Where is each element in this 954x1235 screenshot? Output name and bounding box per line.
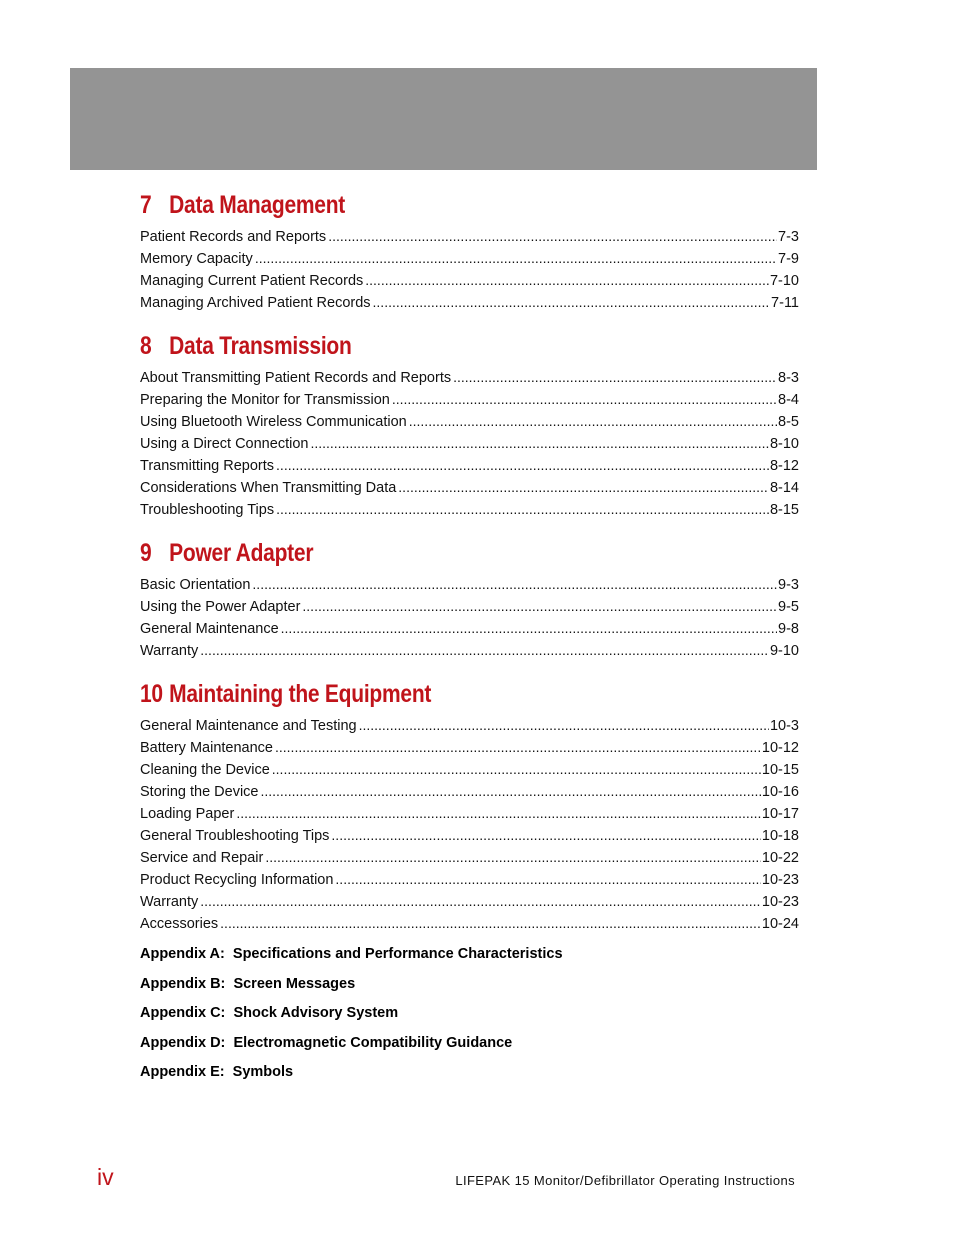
toc-entry-title: Using a Direct Connection: [140, 436, 309, 452]
toc-section: [140, 677, 799, 934]
toc-entry-title: Preparing the Monitor for Transmission: [140, 392, 390, 408]
dot-leader: [392, 388, 777, 410]
dot-leader: [310, 432, 769, 454]
toc-entry-list: [140, 714, 799, 934]
toc-entry[interactable]: [140, 595, 799, 617]
page-number: iv: [97, 1164, 114, 1190]
section-gap: [140, 313, 799, 329]
toc-entry[interactable]: [140, 269, 799, 291]
toc-entry-page: 8-14: [769, 480, 799, 496]
toc-entry-title: General Maintenance and Testing: [140, 718, 357, 734]
toc-entry[interactable]: [140, 639, 799, 661]
dot-leader: [236, 802, 761, 824]
toc-entry[interactable]: [140, 432, 799, 454]
toc-sections: [140, 188, 799, 934]
section-title: [140, 188, 694, 222]
toc-entry[interactable]: [140, 498, 799, 520]
dot-leader: [255, 247, 777, 269]
dot-leader: [331, 824, 760, 846]
section-gap: [140, 661, 799, 677]
header-bar: [70, 68, 817, 170]
dot-leader: [252, 573, 777, 595]
toc-entry-page: 7-3: [778, 229, 799, 245]
appendix-entry[interactable]: Appendix D: Electromagnetic Compatibility Guidance: [140, 1034, 513, 1051]
toc-entry[interactable]: [140, 573, 799, 595]
toc-entry-page: 10-22: [761, 850, 799, 866]
toc-entry-title: Transmitting Reports: [140, 458, 275, 474]
toc-entry[interactable]: [140, 824, 799, 846]
dot-leader: [220, 912, 761, 934]
toc-entry-page: 10-16: [761, 784, 799, 800]
appendix-list: [140, 940, 799, 1088]
toc-entry-title: Cleaning the Device: [140, 762, 270, 778]
dot-leader: [328, 225, 777, 247]
toc-entry[interactable]: [140, 868, 799, 890]
toc-section: [140, 188, 799, 313]
toc-entry-page: 10-15: [761, 762, 799, 778]
toc-entry-page: 8-12: [769, 458, 799, 474]
dot-leader: [200, 890, 761, 912]
toc-entry-page: 10-3: [769, 718, 799, 734]
toc-entry-title: Loading Paper: [140, 806, 235, 822]
toc-entry-page: 7-9: [778, 251, 799, 267]
toc-entry-page: 8-10: [769, 436, 799, 452]
toc-entry[interactable]: [140, 736, 799, 758]
toc-entry[interactable]: [140, 225, 799, 247]
section-number: 8: [140, 332, 152, 360]
dot-leader: [275, 736, 761, 758]
toc-entry-title: Using the Power Adapter: [140, 599, 301, 615]
toc-entry-title: Patient Records and Reports: [140, 229, 327, 245]
dot-leader: [373, 291, 771, 313]
toc-entry-page: 8-3: [778, 370, 799, 386]
appendix-entry[interactable]: Appendix E: Symbols: [140, 1064, 294, 1080]
toc-entry-list: [140, 366, 799, 520]
dot-leader: [281, 617, 777, 639]
section-number: 10: [140, 680, 163, 708]
toc-entry-page: 8-4: [778, 392, 799, 408]
section-number: 7: [140, 191, 152, 219]
toc-entry-list: [140, 573, 799, 661]
toc-entry[interactable]: [140, 454, 799, 476]
section-title: [140, 329, 694, 363]
appendix-entry[interactable]: Appendix C: Shock Advisory System: [140, 1005, 399, 1021]
toc-entry-page: 10-17: [761, 806, 799, 822]
toc-entry-title: Basic Orientation: [140, 577, 251, 593]
toc-entry[interactable]: [140, 410, 799, 432]
toc-entry-title: Warranty: [140, 643, 199, 659]
toc-entry[interactable]: [140, 780, 799, 802]
toc-entry-page: 9-8: [778, 621, 799, 637]
toc-entry-title: Troubleshooting Tips: [140, 502, 275, 518]
dot-leader: [200, 639, 769, 661]
toc-entry-title: Managing Current Patient Records: [140, 273, 364, 289]
toc-entry-title: Managing Archived Patient Records: [140, 295, 371, 311]
footer-document-title: LIFEPAK 15 Monitor/Defibrillator Operating Instructions: [455, 1173, 795, 1188]
toc-entry-title: Battery Maintenance: [140, 740, 273, 756]
appendix-entry[interactable]: Appendix B: Screen Messages: [140, 975, 356, 992]
toc-entry[interactable]: [140, 617, 799, 639]
toc-entry-title: About Transmitting Patient Records and Reports: [140, 370, 452, 386]
toc-entry-title: Storing the Device: [140, 784, 259, 800]
toc-entry-page: 8-15: [769, 502, 799, 518]
dot-leader: [409, 410, 777, 432]
toc-entry-page: 9-5: [778, 599, 799, 615]
toc-entry[interactable]: [140, 388, 799, 410]
toc-entry-page: 9-3: [778, 577, 799, 593]
toc-entry[interactable]: [140, 890, 799, 912]
dot-leader: [453, 366, 777, 388]
toc-entry-page: 10-23: [761, 872, 799, 888]
toc-entry[interactable]: [140, 912, 799, 934]
toc-entry[interactable]: [140, 714, 799, 736]
dot-leader: [302, 595, 777, 617]
toc-entry-title: Considerations When Transmitting Data: [140, 480, 397, 496]
section-title-text: Maintaining the Equipment: [169, 680, 432, 708]
section-gap: [140, 520, 799, 536]
toc-section: [140, 536, 799, 661]
section-title: [140, 536, 694, 570]
toc-entry[interactable]: [140, 366, 799, 388]
toc-entry-page: 7-10: [769, 273, 799, 289]
dot-leader: [272, 758, 761, 780]
toc-entry-title: General Troubleshooting Tips: [140, 828, 330, 844]
dot-leader: [265, 846, 761, 868]
table-of-contents: [140, 188, 799, 1088]
dot-leader: [359, 714, 769, 736]
toc-entry-title: Warranty: [140, 894, 199, 910]
toc-entry[interactable]: [140, 802, 799, 824]
dot-leader: [276, 498, 769, 520]
toc-entry-page: 8-5: [778, 414, 799, 430]
toc-entry-title: Using Bluetooth Wireless Communication: [140, 414, 407, 430]
toc-entry[interactable]: [140, 247, 799, 269]
toc-entry-page: 7-11: [771, 295, 799, 311]
dot-leader: [365, 269, 769, 291]
section-title-text: Power Adapter: [169, 539, 314, 567]
toc-entry-title: Accessories: [140, 916, 219, 932]
section-title-text: Data Management: [169, 191, 346, 219]
section-title: [140, 677, 694, 711]
dot-leader: [335, 868, 760, 890]
toc-entry[interactable]: [140, 758, 799, 780]
toc-entry-title: Service and Repair: [140, 850, 264, 866]
section-title-text: Data Transmission: [169, 332, 352, 360]
appendix-entry[interactable]: Appendix A: Specifications and Performance Characteristics: [140, 946, 563, 962]
toc-entry-title: Memory Capacity: [140, 251, 253, 267]
toc-entry-page: 10-18: [761, 828, 799, 844]
section-number: 9: [140, 539, 152, 567]
toc-section: [140, 329, 799, 520]
toc-entry-title: General Maintenance: [140, 621, 279, 637]
toc-entry-title: Product Recycling Information: [140, 872, 334, 888]
toc-entry-page: 10-24: [761, 916, 799, 932]
toc-entry-list: [140, 225, 799, 313]
toc-entry[interactable]: [140, 291, 799, 313]
toc-entry-page: 10-23: [761, 894, 799, 910]
toc-entry[interactable]: [140, 476, 799, 498]
toc-entry-page: 9-10: [769, 643, 799, 659]
toc-entry-page: 10-12: [761, 740, 799, 756]
dot-leader: [398, 476, 769, 498]
dot-leader: [276, 454, 769, 476]
toc-entry[interactable]: [140, 846, 799, 868]
dot-leader: [260, 780, 760, 802]
